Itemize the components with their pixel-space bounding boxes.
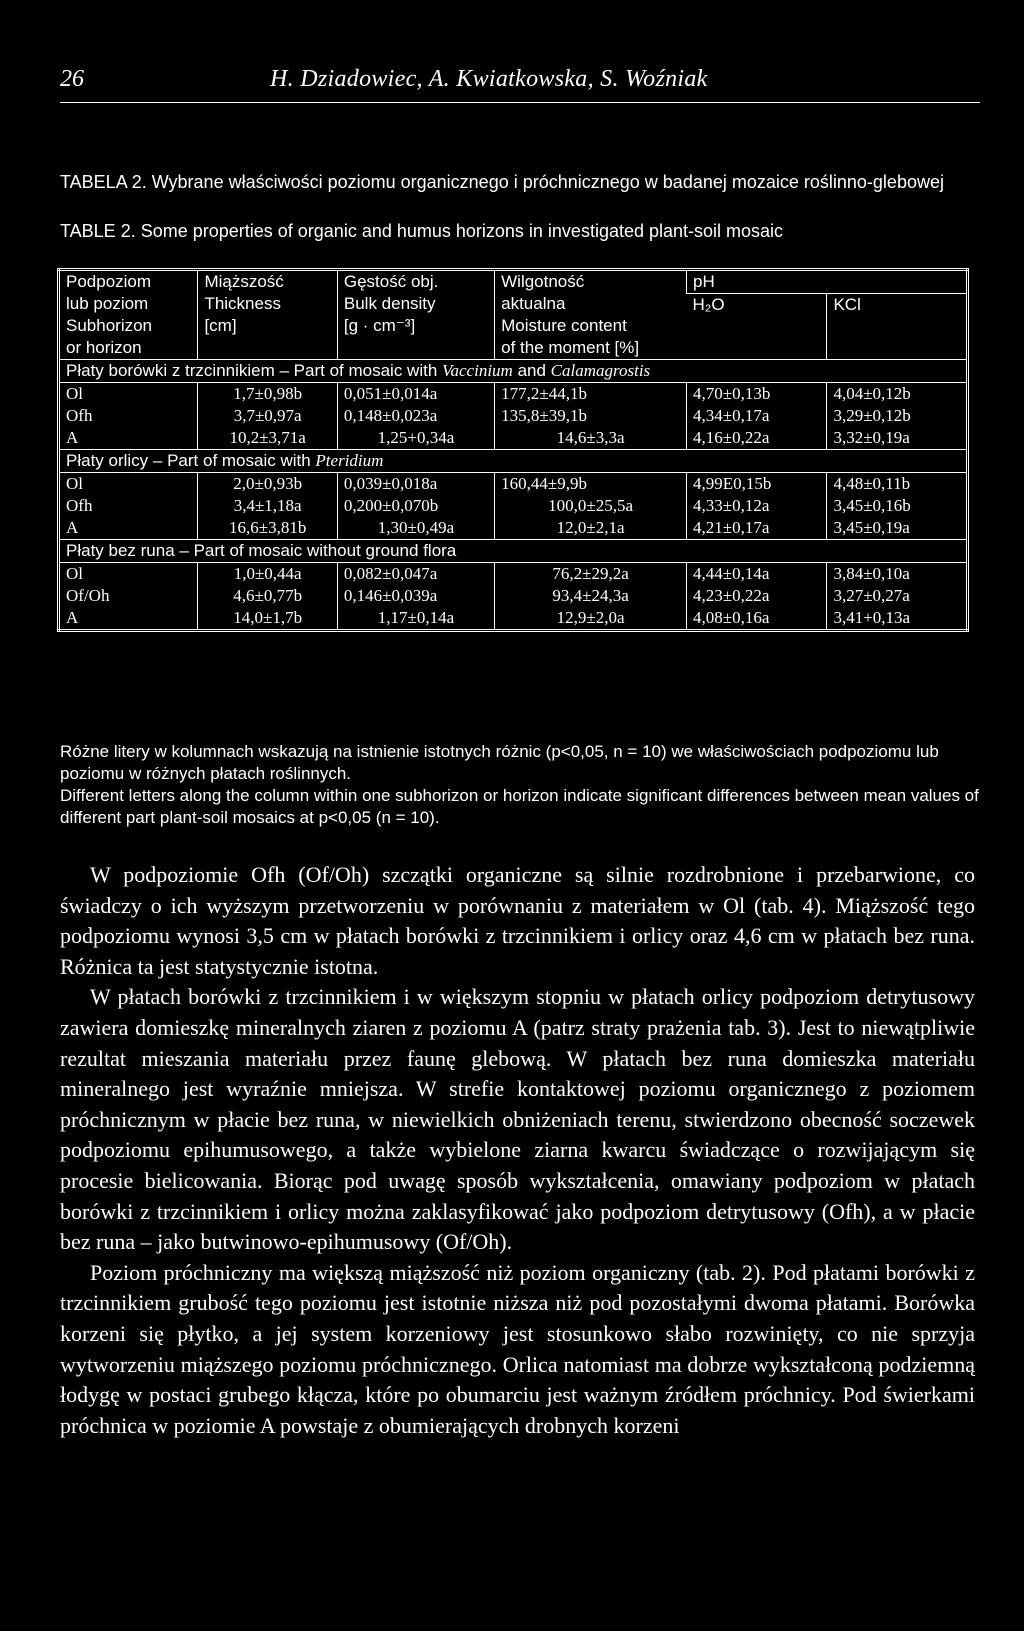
- paragraph: W podpoziomie Ofh (Of/Oh) szczątki organiczne są silnie rozdrobnione i przebarwione, co świadczy o ich wyższym przetworzeniu w porównaniu z materiałem w Ol (tab. 4). Miąższość tego podpoziomu wynosi 3,5 cm w płatach borówki z trzcinnikiem i orlicy oraz 4,6 cm w płatach bez runa. Różnica ta jest statystycznie istotna.: [60, 862, 975, 979]
- table-header-row: [59, 270, 968, 294]
- group-header-no-ground-flora: Płaty bez runa – Part of mosaic without ground flora: [59, 540, 968, 563]
- table-notes: [60, 741, 980, 829]
- table-row: Of/Oh 4,6±0,77b 0,146±0,039a 93,4±24,3a 4,23±0,22a 3,27±0,27a: [59, 585, 968, 607]
- group-header-pteridium: Płaty orlicy – Part of mosaic with Pteridium: [59, 450, 968, 473]
- table-row: Ofh 3,7±0,97a 0,148±0,023a 135,8±39,1b 4,34±0,17a 3,29±0,12b: [59, 405, 968, 427]
- table-row: A 16,6±3,81b 1,30±0,49a 12,0±2,1a 4,21±0,17a 3,45±0,19a: [59, 517, 968, 540]
- page-number: 26: [60, 66, 84, 92]
- header-subhorizon: Podpoziom lub poziom Subhorizon or horizon: [59, 270, 198, 360]
- table-row: Ol 1,0±0,44a 0,082±0,047a 76,2±29,2a 4,44±0,14a 3,84±0,10a: [59, 563, 968, 586]
- table-row: Ofh 3,4±1,18a 0,200±0,070b 100,0±25,5a 4,33±0,12a 3,45±0,16b: [59, 495, 968, 517]
- paragraph: W płatach borówki z trzcinnikiem i w większym stopniu w płatach orlicy podpoziom detrytusowy zawiera domieszkę mineralnych ziaren z poziomu A (patrz straty prażenia tab. 3). Jest to niewątpliwie rezultat mieszania materiału przez faunę glebową. W płatach bez runa domieszka materiału mineralnego jest wyraźnie mniejsza. W strefie kontaktowej poziomu organicznego z poziomem próchnicznym w płacie bez runa, w niewielkich obniżeniach terenu, stwierdzono obecność soczewek podpoziomu epihumusowego, a także wybielone ziarna kwarcu świadczące o rozwijającym się procesie bielicowania. Biorąc pod uwagę sposób wykształcenia, omawiany podpoziom w płatach borówki z trzcinnikiem i orlicy można zaklasyfikować jako podpoziom detrytusowy (Ofh), a w płacie bez runa – jako butwinowo-epihumusowy (Of/Oh).: [60, 984, 975, 1255]
- table-note-english: Different letters along the column within one subhorizon or horizon indicate significant differences between mean values of different part plant-soil mosaics at p<0,05 (n = 10).: [60, 786, 979, 827]
- table-row: Ol 2,0±0,93b 0,039±0,018a 160,44±9,9b 4,99E0,15b 4,48±0,11b: [59, 473, 968, 496]
- running-header-authors: H. Dziadowiec, A. Kwiatkowska, S. Woźniak: [270, 66, 708, 92]
- table-row: A 10,2±3,71a 1,25+0,34a 14,6±3,3a 4,16±0,22a 3,32±0,19a: [59, 427, 968, 450]
- paragraph: Poziom próchniczny ma większą miąższość niż poziom organiczny (tab. 2). Pod płatami borówki z trzcinnikiem grubość tego poziomu jest istotnie niższa niż pod pozostałymi dwoma płatami. Borówka korzeni się płytko, a jej system korzeniowy jest stosunkowo słabo rozwinięty, co nie sprzyja wytworzeniu miąższego poziomu próchnicznego. Orlica natomiast ma dobrze wykształconą podziemną łodygę w postaci grubego kłącza, które po obumarciu jest ważnym źródłem próchnicy. Pod świerkami próchnica w poziomie A powstaje z obumierających drobnych korzeni: [60, 1259, 975, 1438]
- body-text: [60, 860, 975, 1441]
- table-row: Ol 1,7±0,98b 0,051±0,014a 177,2±44,1b 4,70±0,13b 4,04±0,12b: [59, 383, 968, 406]
- header-kcl: KCl: [827, 294, 968, 360]
- header-ph: pH: [686, 270, 967, 294]
- header-moisture: Wilgotność aktualna Moisture content of the moment [%]: [495, 270, 687, 360]
- group-header-vaccinium: Płaty borówki z trzcinnikiem – Part of mosaic with Vaccinium and Calamagrostis: [59, 360, 968, 383]
- table-note-polish: Różne litery w kolumnach wskazują na istnienie istotnych różnic (p<0,05, n = 10) we właściwościach podpoziomu lub poziomu w różnych płatach roślinnych.: [60, 742, 939, 783]
- properties-table: [57, 268, 969, 632]
- header-bulk-density: Gęstość obj. Bulk density [g · cm⁻³]: [337, 270, 494, 360]
- table-row: A 14,0±1,7b 1,17±0,14a 12,9±2,0a 4,08±0,16a 3,41+0,13a: [59, 607, 968, 631]
- header-h2o: H₂O: [686, 294, 826, 360]
- table-caption-polish: TABELA 2. Wybrane właściwości poziomu organicznego i próchnicznego w badanej mozaice roślinno-glebowej: [60, 172, 944, 192]
- header-thickness: Miąższość Thickness [cm]: [198, 270, 337, 360]
- table-caption-english: TABLE 2. Some properties of organic and humus horizons in investigated plant-soil mosaic: [60, 221, 784, 241]
- running-header: [60, 66, 980, 103]
